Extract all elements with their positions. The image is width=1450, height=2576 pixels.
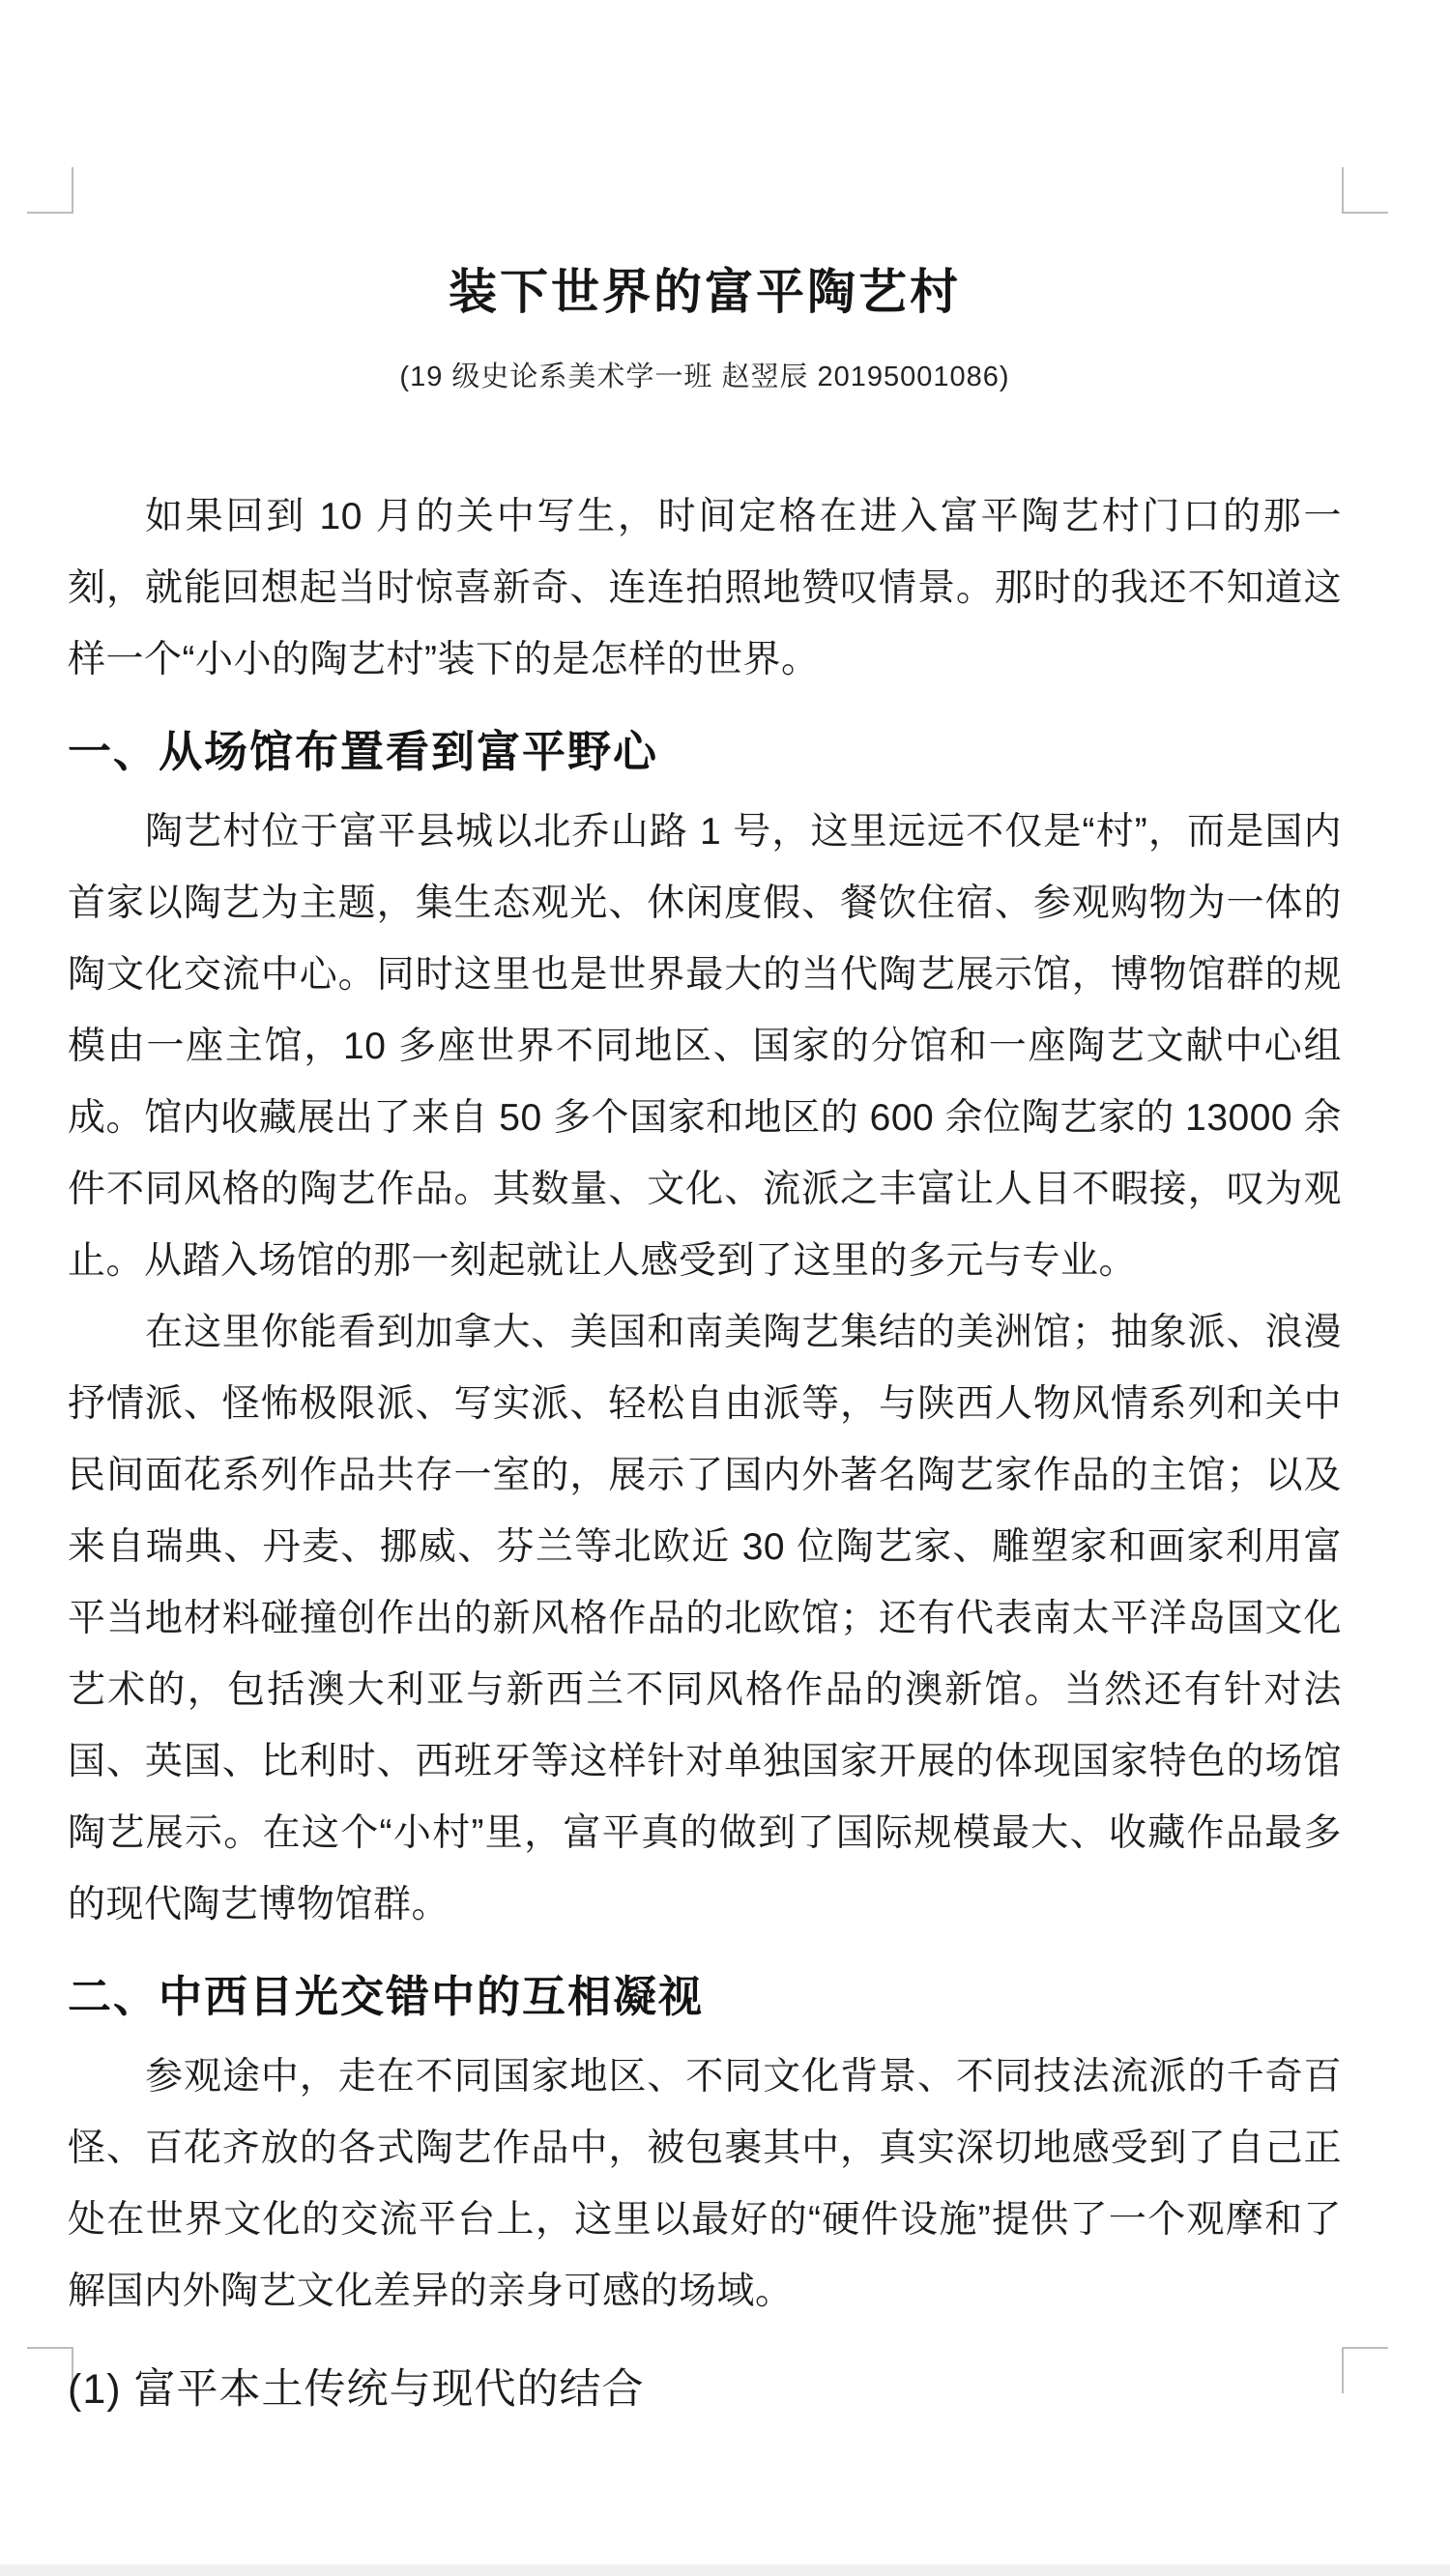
section-1-heading: 一、从场馆布置看到富平野心	[68, 727, 659, 776]
document-body	[68, 213, 1342, 2428]
intro-paragraph: 如果回到 10 月的关中写生，时间定格在进入富平陶艺村门口的那一刻，就能回想起当时惊喜新奇、连连拍照地赞叹情景。那时的我还不知道这样一个“小小的陶艺村”装下的是怎样的世界。	[68, 496, 1342, 680]
section-1-paragraph-1: 陶艺村位于富平县城以北乔山路 1 号，这里远远不仅是“村”，而是国内首家以陶艺为主题，集生态观光、休闲度假、餐饮住宿、参观购物为一体的陶文化交流中心。同时这里也是世界最大的当代陶艺展示馆，博物馆群的规模由一座主馆，10 多座世界不同地区、国家的分馆和一座陶艺文献中心组成。馆内收藏展出了来自 50 多个国家和地区的 600 余位陶艺家的 13000 余件不同风格的陶艺作品。其数量、文化、流派之丰富让人目不暇接，叹为观止。从踏入场馆的那一刻起就让人感受到了这里的多元与专业。	[68, 811, 1342, 1282]
page-gap	[0, 2564, 1450, 2576]
text-boundary-mark-top-right	[1342, 167, 1388, 214]
subsection-1-heading: (1) 富平本土传统与现代的结合	[68, 2366, 645, 2413]
text-boundary-mark-top-left	[27, 167, 73, 214]
section-1-paragraph-2: 在这里你能看到加拿大、美国和南美陶艺集结的美洲馆；抽象派、浪漫抒情派、怪怖极限派、写实派、轻松自由派等，与陕西人物风情系列和关中民间面花系列作品共存一室的，展示了国内外著名陶艺家作品的主馆；以及来自瑞典、丹麦、挪威、芬兰等北欧近 30 位陶艺家、雕塑家和画家利用富平当地材料碰撞创作出的新风格作品的北欧馆；还有代表南太平洋岛国文化艺术的，包括澳大利亚与新西兰不同风格作品的澳新馆。当然还有针对法国、英国、比利时、西班牙等这样针对单独国家开展的体现国家特色的场馆陶艺展示。在这个“小村”里，富平真的做到了国际规模最大、收藏作品最多的现代陶艺博物馆群。	[68, 1312, 1342, 1925]
author-byline: (19 级史论系美术学一班 赵翌辰 20195001086)	[399, 362, 1010, 392]
text-boundary-mark-bottom-left	[27, 2347, 73, 2393]
text-boundary-mark-bottom-right	[1342, 2347, 1388, 2393]
document-title: 装下世界的富平陶艺村	[449, 265, 961, 319]
section-2-heading: 二、中西目光交错中的互相凝视	[68, 1972, 705, 2021]
section-2-paragraph-1: 参观途中，走在不同国家地区、不同文化背景、不同技法流派的千奇百怪、百花齐放的各式陶艺作品中，被包裹其中，真实深切地感受到了自己正处在世界文化的交流平台上，这里以最好的“硬件设施”提供了一个观摩和了解国内外陶艺文化差异的亲身可感的场域。	[68, 2056, 1342, 2312]
